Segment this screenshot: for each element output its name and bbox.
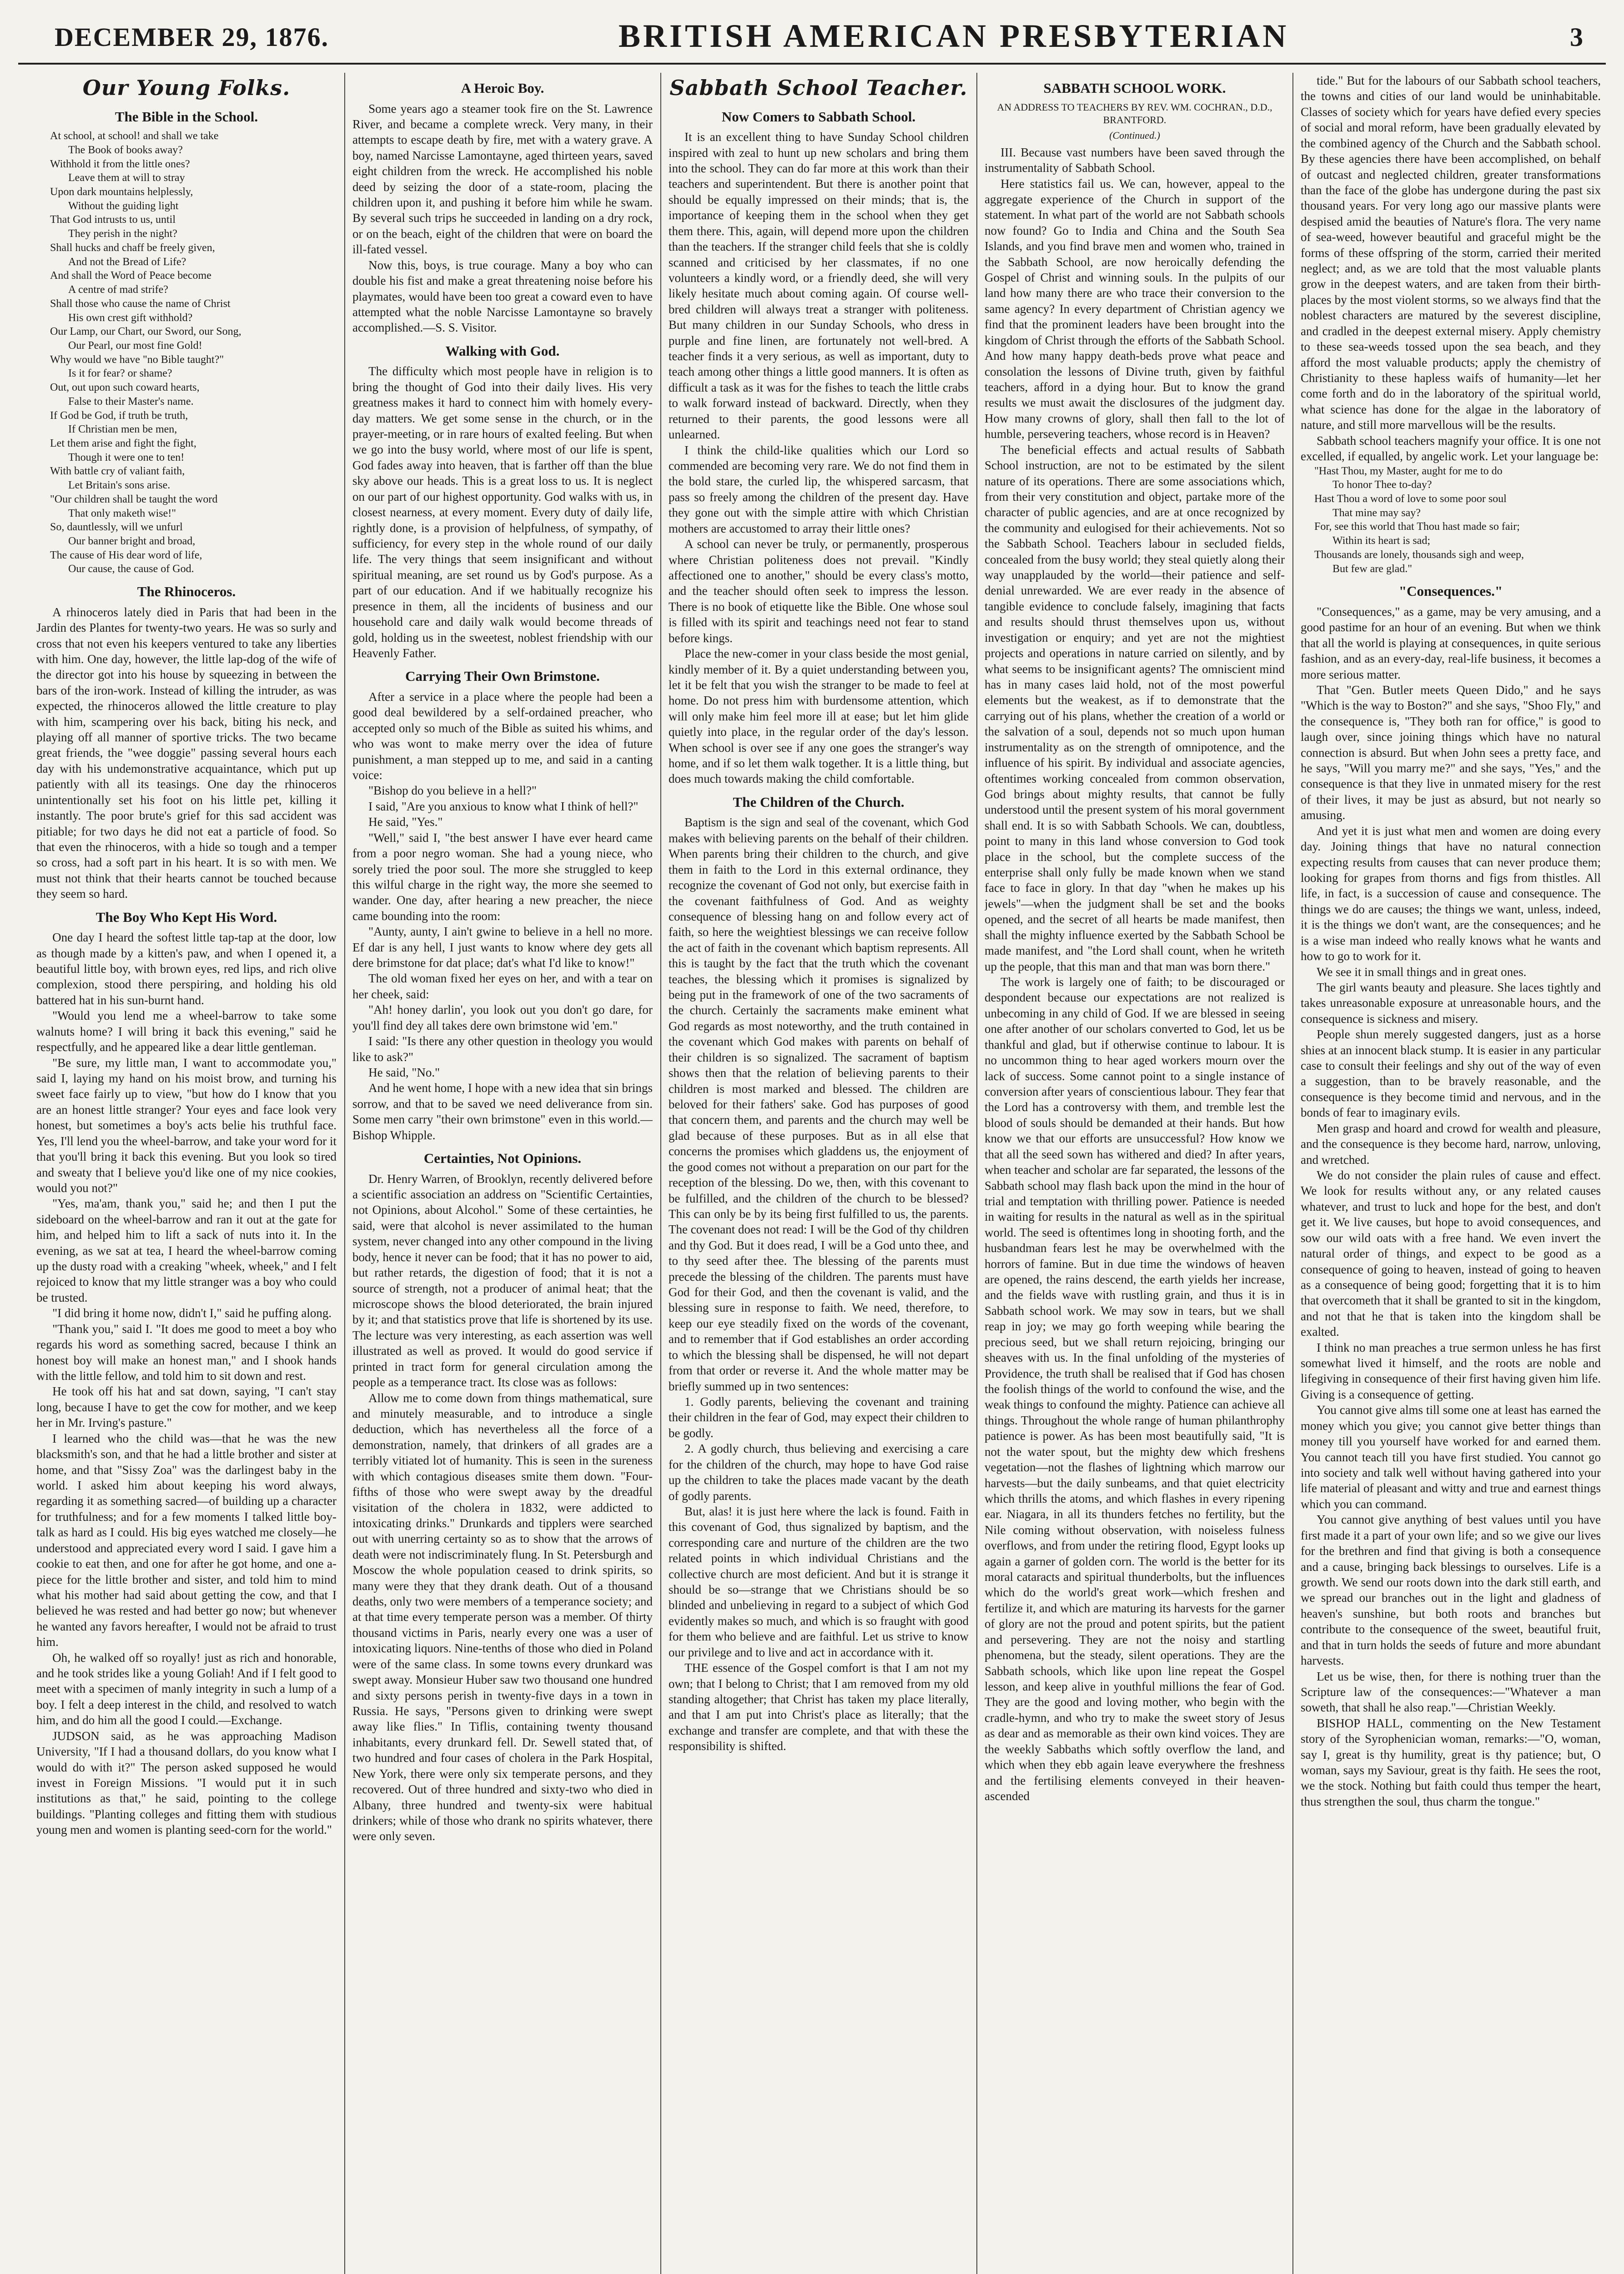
poem-line: If Christian men be men,	[68, 423, 177, 436]
poem-line: To honor Thee to-day?	[1332, 479, 1432, 491]
poem-line: Thousands are lonely, thousands sigh and weep,	[1314, 548, 1524, 561]
paragraph: He said, "Yes."	[368, 815, 443, 829]
paragraph: "Bishop do you believe in a hell?"	[368, 784, 537, 798]
poem-line: False to their Master's name.	[68, 395, 194, 408]
article-title: The Bible in the School.	[115, 108, 258, 125]
article-body	[352, 101, 653, 336]
article-body	[669, 129, 969, 787]
article-title: Now Comers to Sabbath School.	[721, 108, 916, 125]
paragraph: Sabbath school teachers magnify your office. It is one not excelled, if equalled, by angelic work. Let your language be:	[1301, 433, 1601, 463]
paragraph: I said: "Is there any other question in theology you would like to ask?"	[352, 1034, 653, 1064]
article-title: The Children of the Church.	[733, 794, 905, 810]
paragraph: We do not consider the plain rules of cause and effect. We look for results without any, or any related causes whatever, and trust to luck and hope for the best, and don't get it. We live causes, but hope to avoid consequences, and sow our wild oats with a free hand. We even invert the natural order of things, and expect to be good as a consequence of going to heaven, instead of going to heaven as a consequence of being good; forgetting that it is to him that overcometh that it shall be granted to sit in the kingdom, and not that he that is taken into the kingdom shall be exalted.	[1301, 1168, 1601, 1339]
paragraph: Some years ago a steamer took fire on the St. Lawrence River, and became a complete wreck. Very many, in their attempts to escape death by fire, met with a watery grave. A boy, named Narcisse Lamontayne, aged thirteen years, saved eight children from the wreck. He accomplished his noble deed by seizing the door of a state-room, placing the children upon it, and pushing it before him while he swam. By several such trips he succeeded in landing on a dry rock, or on the beach, eight of the children that were on board the ill-fated vessel.	[352, 101, 653, 257]
poem-line: Withhold it from the little ones?	[50, 158, 190, 170]
paragraph: You cannot give anything of best values until you have first made it a part of your own life; and so we give our lives for the brethren and find that giving is both a consequence and a cause, bringing back blessings to ourselves. Life is a growth. We send our roots down into the dark still earth, and we spread our branches out in the light and gladness of heaven's sunshine, but both roots and branches but contribute to the consequence of the sweet, beautiful fruit, and that in turn holds the seeds of future and more abundant harvests.	[1301, 1513, 1601, 1668]
paragraph: 1. Godly parents, believing the covenant and training their children in the fear of God, may expect their children to be godly.	[669, 1395, 969, 1440]
poem-line: The Book of books away?	[68, 144, 183, 156]
poem-line: "Our children shall be taught the word	[50, 493, 218, 505]
poem-line: Shall hucks and chaff be freely given,	[50, 241, 215, 254]
paragraph: A school can never be truly, or permanently, prosperous where Christian politeness does not prevail. "Kindly affectioned one to another," should be every class's motto, and the teacher should often seek to impress the lesson. There is no book of etiquette like the Bible. One whose soul is filled with its spirit and teachings need not fear to stand before kings.	[669, 537, 969, 645]
article-body	[36, 604, 337, 902]
continued-note: (Continued.)	[1109, 129, 1160, 141]
page-number: 3	[1570, 22, 1583, 52]
paragraph: But, alas! it is just here where the lack is found. Faith in this covenant of God, thus signalized by baptism, and the corresponding care and nurture of the children are the two related points in which individual Christians and the collective church are most deficient. And but it is strange it should be so—strange that we Christians should be so blinded and unbelieving in regard to a subject of which God evidently makes so much, and which is so fraught with good for them who believe and are faithful. Let us strive to know our privilege and to live and act in accordance with it.	[669, 1504, 969, 1659]
masthead	[18, 8, 1606, 65]
paragraph: And yet it is just what men and women are doing every day. Joining things that have no natural connection expecting results from causes that can never produce them; looking for grapes from thorns and figs from thistles. All life, in fact, is a succession of cause and consequence. The things we do are causes; the things we want, unless, indeed, it is the things we don't want, are the consequences; and he is a wise man indeed who really knows what he wants and how to go to work for it.	[1301, 824, 1601, 963]
paragraph: I think no man preaches a true sermon unless he has first somewhat lived it himself, and the roots are noble and lifegiving in consequence of their first having given him life. Giving is a consequence of getting.	[1301, 1340, 1601, 1401]
poem-line: And not the Bread of Life?	[68, 256, 186, 268]
paragraph: THE essence of the Gospel comfort is that I am not my own; that I belong to Christ; that I am removed from my old standing altogether; that Christ has taken my place literally, and that I am put into Christ's place as literally; that the exchange and transfer are complete, and that with these the responsibility is shifted.	[669, 1661, 969, 1753]
poem-line: If God be God, if truth be truth,	[50, 409, 188, 422]
section-heading: Our Young Folks.	[82, 75, 291, 100]
poem-line: Out, out upon such coward hearts,	[50, 382, 200, 394]
paragraph: Dr. Henry Warren, of Brooklyn, recently delivered before a scientific association an address on "Scientific Certainties, not Opinions, about Alcohol." Some of these certainties, he said, were that alcohol is never assimilated to the human system, never changed into any other compound in the living body, hence it never can be food; that it has no power to aid, but rather retards, the digestion of food; that it is not a source of strength, not a producer of animal heat; that the microscope shows the blood deteriorated, the brain injured by it; and that statistics prove that life is shortened by its use. The lecture was very interesting, as each assertion was well illustrated as well as proved. It would do good service if printed in tract form for general circulation among the people as a temperance tract. Its close was as follows:	[352, 1172, 653, 1389]
paragraph: A rhinoceros lately died in Paris that had been in the Jardin des Plantes for twenty-two years. He was so surly and cross that not even his keepers ventured to take any liberties with him. One day, however, the little lap-dog of the wife of the director got into his house by squeezing in between the bars of the iron-work. Instead of killing the intruder, as was expected, the rhinoceros allowed the little creature to play with him, scampering over his back, biting his neck, and playing off all manner of sportive tricks. The two became great friends, the "wee doggie" passing several hours each day with his undemonstrative acquaintance, which put up patiently with all its teasings. One day the rhinoceros unintentionally set his foot on his little pet, killing it instantly. The poor brute's grief for this sad accident was pitiable; for two days he did not eat a particle of food. So that even the rhinoceros, with a hide so tough and a temper so cross, had a soft part in his heart. It is so with men. We must not think that their hearts cannot be touched because they seem so hard.	[36, 605, 337, 901]
paragraph: "Be sure, my little man, I want to accommodate you," said I, laying my hand on his moist brow, and turning his sweet face fairly up to view, "but how do I know that you are an honest little stranger? Your eyes and face look very honest, but sometimes a boy's acts belie his truthful face. Yes, I'll lend you the wheel-barrow, and take your word for it that you'll bring it back this evening. But you look so tired and sweaty that I believe you'd like one of my nice cookies, would you not?"	[36, 1056, 337, 1195]
paragraph: JUDSON said, as he was approaching Madison University, "If I had a thousand dollars, do you know what I would do with it?" The person asked supposed he would invest in Foreign Missions. "I would put it in such institutions as that," he said, pointing to the college buildings. "Planting colleges and fitting them with studious young men and women is planting seed-corn for the world."	[36, 1729, 337, 1837]
poem-line: Our Lamp, our Chart, our Sword, our Song,	[50, 326, 241, 338]
article-title: Certainties, Not Opinions.	[423, 1150, 582, 1167]
poem-line: And shall the Word of Peace become	[50, 270, 211, 282]
article-body	[985, 145, 1285, 1804]
paragraph: tide." But for the labours of our Sabbath school teachers, the towns and cities of our land would be uninhabitable. Classes of society which for years have defied every species of social and moral reform, have been gradually elevated by the combined agency of the Church and the Sabbath school. By these agencies there have been accomplished, on behalf of outcast and neglected children, greater transformations than the face of the globe has undergone during the past six thousand years. For very long ago our massive plants were despised amid the beauties of Nature's flora. The very name of sea-weed, however beautiful and graceful might be the forms of these offspring of the storm, carried their merited neglect; and, as we are told that the most valuable plants grow in the deepest waters, and are taken from their birth-places by the most violent storms, so we always find that the noblest characters are matured by the severest discipline, and cradled in the deepest external misery. Apply chemistry to these sea-weeds tossed upon the sea beach, and they afford the most valuable products; apply the chemistry of Christianity to these hapless waifs of humanity—let her come forth and do in the laboratory of the spiritual world, what science has done for the algae in the laboratory of nature, and still more marvellous will be the results.	[1301, 74, 1601, 432]
paragraph: Men grasp and hoard and crowd for wealth and pleasure, and the consequence is they become hard, narrow, unloving, and wretched.	[1301, 1121, 1601, 1167]
poem-line: Upon dark mountains helplessly,	[50, 186, 193, 198]
article-body	[352, 363, 653, 661]
poem-line: With battle cry of valiant faith,	[50, 465, 185, 478]
poem-line: Our Pearl, our most fine Gold!	[68, 339, 202, 352]
article-title: The Rhinoceros.	[137, 584, 236, 600]
paragraph: "Thank you," said I. "It does me good to meet a boy who regards his word as something sacred, because I think an honest boy will make an honest man," and I shook hands with the little fellow, and told him to sit down and rest.	[36, 1322, 337, 1383]
poem-line: Let Britain's sons arise.	[68, 479, 171, 492]
paragraph: The work is largely one of faith; to be discouraged or despondent because our expectations are not realized is unbecoming in any child of God. If we are blessed in seeing one after another of our scholars converted to God, let us be thankful and glad, but if otherwise continue to labour. It is no uncommon thing to hear aged workers mourn over the lack of success. Some cannot point to a single instance of conversion after years of conscientious labour. They fear that the Lord has a controversy with them, and tremble lest the blood of souls should be demanded at their hands. But how know we that our efforts are unsuccessful? How know we that all the seed sown has withered and died? In after years, when teacher and scholar are far separated, the lessons of the Sabbath school may flash back upon the mind in the hour of trial and temptation with thrilling power. Patience is needed in waiting for results in the natural as well as in the spiritual world. The seed is oftentimes long in shooting forth, and the husbandman fears lest he may be overwhelmed with the horrors of famine. But in due time the windows of heaven are opened, the rains descend, the earth yields her increase, and the fields wave with rustling grain, and thus it is in Sabbath school work. We may sow in tears, but we shall reap in joy; we may go forth weeping while bearing the precious seed, but we shall return rejoicing, bringing our sheaves with us. In the final unfolding of the mysteries of Providence, the truth shall be realised that if God has chosen the foolish things of the world to confound the wise, and the weak things to confound the mighty. Patience can achieve all things. Throughout the whole range of human philanthrophy patience is power. As has been most beautifully said, "It is not the water spout, but the mighty dew which freshens vegetation—not the flashes of lightning which marrow our harvests—but the daily sunbeams, and that quiet electricity which thrills the atoms, and which flashes in every ripening ear. Niagara, in all its thunders fetches no fertility, but the Nile coming without observation, with noiseless fulness overflows, and from under the retiring flood, Egypt looks up again a garner of golden corn. The world is the better for its moral cataracts and spiritual thunderbolts, but the influences which do the world's great work—which freshen and fertilize it, and which are maturing its harvests for the garner of glory are not the proud and potent spirits, but the patient and persevering. They are not the noisy and startling phenomena, but the steady, silent operations. They are the Sabbath schools, which like upon line repeat the Gospel lesson, and keep alive in youthful millions the fear of God. They are the good and loving mother, who begin with the cradle-hymn, and who try to make the sweet story of Jesus as dear and as memorable as their own kind voices. They are the weekly Sabbaths which softly overflow the land, and which when they ebb again leave everywhere the freshness and the fertilising elements conveyed in their heaven-ascended	[985, 975, 1285, 1803]
article-body	[1301, 73, 1601, 464]
poem-line: That mine may say?	[1332, 507, 1421, 519]
article-body	[1301, 604, 1601, 1809]
poem-line: Let them arise and fight the fight,	[50, 437, 196, 449]
poem-line: Without the guiding light	[68, 200, 179, 212]
column-2	[352, 73, 653, 2274]
article-body	[352, 689, 653, 1143]
paragraph: The girl wants beauty and pleasure. She laces tightly and takes unreasonable exposure at unreasonable hours, and the consequence is sickness and misery.	[1301, 980, 1601, 1026]
poem-line: They perish in the night?	[68, 228, 177, 240]
newspaper-title: BRITISH AMERICAN PRESBYTERIAN	[618, 18, 1289, 54]
paragraph: "Aunty, aunty, I ain't gwine to believe in a hell no more. Ef dar is any hell, I just wants to know where dey gets all dere brimstone for dat place; dat's what I'd like to know!"	[352, 925, 653, 970]
poem-line: But few are glad."	[1332, 563, 1413, 575]
article-body	[36, 930, 337, 1837]
paragraph: That "Gen. Butler meets Queen Dido," and he says "Which is the way to Boston?" and she says, "Shoo Fly," and the consequence is, "They both ran for office," is good to laugh over, since joining things which have no natural connection is absurd. But when John sees a pretty face, and he says, "Will you marry me?" and she says, "Yes," and the consequence is that they live in unmated misery for the rest of their lives, it may be just as absurd, but not nearly so amusing.	[1301, 683, 1601, 822]
paragraph: Baptism is the sign and seal of the covenant, which God makes with believing parents on the behalf of their children. When parents bring their children to the church, and give them in faith to the Lord in this external ordinance, they recognize the covenant of God not only, but exercise faith in the covenant faithfulness of God. And as weighty consequence of blessing hang on and follow every act of faith, so here the weightiest blessings we can receive follow the act of faith in the covenant which baptism represents. All this is taught by the fact that the truth which the covenant teaches, the blessing which it promises is signalized by being put in the framework of one of the two sacraments of the church. Certainly the sacraments make eminent what God regards as most noteworthy, and the truth contained in the covenant which God makes with parents on behalf of their children is so signalized. The sacrament of baptism shows then that the relation of believing parents to their children is most marked and blessed. The children are beloved for their fathers' sake. God has purposes of good that concern them, and parents and the church may well be glad because of these purposes. But as in all else that concerns the promises which gladdens us, the enjoyment of the good comes not without a preparation on our part for the reception of the blessing. Do we, then, with this covenant to be fulfilled, and the children of the church to be blessed? This can only be by its being first fulfilled to us, the parents. The covenant does not read: I will be the God of thy children and thy God. But it does read, I will be a God unto thee, and to thy seed after thee. The blessing of the parents must precede the blessing of the children. The parents must have God for their God, and then the covenant is valid, and the blessing sure in response to faith. We need, therefore, to keep our eye steadily fixed on the words of the covenant, and to remember that if God establishes an order according to which the blessing shall be dispensed, he will not depart from that order or reverse it. And the whole matter may be briefly summed up in two sentences:	[669, 815, 969, 1393]
paragraph: Let us be wise, then, for there is nothing truer than the Scripture law of the consequences:—"Whatever a man soweth, that shall he also reap."—Christian Weekly.	[1301, 1669, 1601, 1715]
article-title: Walking with God.	[445, 342, 560, 359]
paragraph: One day I heard the softest little tap-tap at the door, low as though made by a kitten's paw, and when I opened it, a beautiful little boy, with brown eyes, red lips, and rich olive complexion, stood there perspiring, and holding his old battered hat in his sun-burnt hand.	[36, 931, 337, 1007]
column-rule	[660, 73, 661, 2274]
paragraph: After a service in a place where the people had been a good deal bewildered by a self-ordained preacher, who accepted only so much of the Bible as suited his whims, and who was wont to make merry over the idea of future punishment, a man stepped up to me, and said in a canting voice:	[352, 689, 653, 782]
paragraph: It is an excellent thing to have Sunday School children inspired with zeal to hunt up new scholars and bring them into the school. They can do far more at this work than their teachers and superintendent. But there is another point that should be equally impressed on their minds; that is, the importance of keeping them in the school when they get them there. This, again, will depend more upon the children than the teachers. If the stranger child feels that she is coldly scanned and criticised by her classmates, if no one volunteers a kindly word, or a friendly deed, she will very likely hesitate much about coming again. Of course well-bred children will always treat a stranger with politeness. But many children in our Sunday Schools, who dress in purple and fine linen, are fortunately not well-bred. A teacher finds it a very serious, as well as important, duty to teach among other things a little good manners. It is often as difficult a task as it was for the fishes to teach the little crabs to walk forward instead of backward. Directly, when they returned to their parents, the good lessons were all unlearned.	[669, 130, 969, 442]
poem-line: Why would we have "no Bible taught?"	[50, 353, 224, 366]
column-4	[985, 73, 1285, 2274]
paragraph: And he went home, I hope with a new idea that sin brings sorrow, and that to be saved we need deliverance from sin. Some men carry "their own brimstone" even in this world.—Bishop Whipple.	[352, 1081, 653, 1142]
section-heading: Sabbath School Teacher.	[669, 75, 968, 100]
article-title: "Consequences."	[1398, 583, 1503, 599]
paragraph: "I did bring it home now, didn't I," said he puffing along.	[52, 1306, 332, 1320]
poem	[36, 129, 337, 576]
poem-line: Hast Thou a word of love to some poor soul	[1314, 493, 1507, 505]
paragraph: "Yes, ma'am, thank you," said he; and then I put the sideboard on the wheel-barrow and ran it out at the gate for him, and helped him to lift a sack of nuts into it. In the evening, as we sat at tea, I heard the wheel-barrow coming up the dusty road with a creaking "wheek, wheek," and I felt rejoiced to know that my little stranger was a boy who could be trusted.	[36, 1197, 337, 1304]
poem-line: Our banner bright and broad,	[68, 535, 196, 547]
poem-line: His own crest gift withhold?	[68, 312, 193, 324]
paragraph: "Ah! honey darlin', you look out you don't go dare, for you'll find dey all takes dere own brimstone wid 'em."	[352, 1003, 653, 1032]
paragraph: 2. A godly church, thus believing and exercising a care for the children of the church, may hope to have God raise up the children to take the places made vacant by the death of godly parents.	[669, 1442, 969, 1503]
column-1	[36, 73, 337, 2274]
paragraph: Oh, he walked off so royally! just as rich and honorable, and he took strides like a young Goliah! And if I felt good to meet with a specimen of manly integrity in such a lump of a boy. I felt a deep interest in the child, and resolved to watch him, and do him all the good I could.—Exchange.	[36, 1650, 337, 1727]
poem-line: The cause of His dear word of life,	[50, 549, 202, 561]
poem-line: A centre of mad strife?	[68, 284, 168, 296]
paragraph: III. Because vast numbers have been saved through the instrumentality of Sabbath School.	[985, 145, 1285, 175]
paragraph: BISHOP HALL, commenting on the New Testament story of the Syrophenician woman, remarks:—"O, woman, say I, great is thy humility, great is thy patience; but, O woman, says my Saviour, great is thy faith. He sees the root, we the stock. Nothing but faith could thus temper the heart, thus strengthen the soul, thus charm the tongue."	[1301, 1716, 1601, 1808]
poem-line: For, see this world that Thou hast made so fair;	[1314, 521, 1520, 533]
poem-line: Is it for fear? or shame?	[68, 367, 172, 380]
paragraph: I said, "Are you anxious to know what I think of hell?"	[368, 799, 639, 813]
poem-line: Shall those who cause the name of Christ	[50, 297, 231, 310]
paragraph: I think the child-like qualities which our Lord so commended are becoming very rare. We do not find them in the bold stare, the curled lip, the whispered sarcasm, that pass so freely among the children of the present day. Have they gone out with the simple attire with which Christian mothers are accustomed to array their little ones?	[669, 443, 969, 535]
article-body	[669, 815, 969, 1754]
paragraph: Place the new-comer in your class beside the most genial, kindly member of it. By a quiet understanding between you, let it be felt that you wish the stranger to be made to feel at home. Do not press him with burdensome attention, which will only make him feel more ill at ease; but let him glide quietly into place, in the regular order of the day's lesson. When school is over see if any one goes the stranger's way home, and if so let them walk together. It is a little thing, but does much towards making the child comfortable.	[669, 647, 969, 786]
paragraph: Now this, boys, is true courage. Many a boy who can double his fist and make a great threatening noise before his playmates, would have been too great a coward even to have attempted what the noble Narcisse Lamontayne so bravely accomplished.—S. S. Visitor.	[352, 258, 653, 335]
column-rule	[976, 73, 977, 2274]
poem-line: Though it were one to ten!	[68, 451, 185, 463]
paragraph: The old woman fixed her eyes on her, and with a tear on her cheek, said:	[352, 971, 653, 1001]
column-rule	[1292, 73, 1293, 2274]
article-title: A Heroic Boy.	[461, 80, 544, 96]
paragraph: You cannot give alms till some one at least has earned the money which you give; you cannot give better things than money till you yourself have worked for and earned them. You cannot teach till you have first studied. You cannot go into society and talk well without having gathered into your life material of pleasant and witty and true and earnest things which you can command.	[1301, 1403, 1601, 1511]
paragraph: "Well," said I, "the best answer I have ever heard came from a poor negro woman. She had a young niece, who sorely tried the poor soul. The more she struggled to keep this wilful charge in the right way, the more she seemed to wander. One day, after hearing a new preacher, the niece came bounding into the room:	[352, 830, 653, 923]
poem-line: Within its heart is sad;	[1332, 535, 1431, 547]
paragraph: Here statistics fail us. We can, however, appeal to the aggregate experience of the Church in support of the statement. In what part of the world are not Sabbath schools now found? Go to India and China and the South Sea Islands, and you find brave men and women who, trained in the Sabbath School, are now heroically defending the Gospel of Christ and winning souls. In the pulpits of our land how many there are who trace their conversion to the same agency? In every department of Christian agency we find that the prominent leaders have been brought into the kingdom of Christ through the efforts of the Sabbath School. And how many happy death-beds prove what peace and consolation the lessons of Divine truth, given by faithful teachers, afford in a dying hour. But to know the grand results we must await the disclosures of the judgment day. How many crowns of glory, shall then fall to the lot of humble, persevering teachers, whose record is in Heaven?	[985, 176, 1285, 441]
paragraph: Allow me to come down from things mathematical, sure and minutely measurable, and to introduce a single deduction, which has nevertheless all the force of a demonstration, namely, that drinkers of all grades are a terribly vitiated lot of humanity. This is seen in the sureness with which contagious diseases smite them down. "Four-fifths of those who were swept away by the dreadful visitation of the cholera in 1832, were addicted to intoxicating drinks." Drunkards and tipplers were searched out with unerring certainty so as to show that the arrows of death were not indiscriminately flung. In St. Petersburgh and Moscow the whole population ceased to drink spirits, so many were they that they drank death. Out of a thousand deaths, only two were members of a temperance society; and at that time every temperate person was a member. Of thirty thousand victims in Paris, nearly every one was a user of intoxicating liquors. Nine-tenths of those who died in Poland were of the same class. In some towns every drunkard was swept away. Monsieur Huber saw two thousand one hundred and sixty persons perish in twenty-five days in a town in Russia. He says, "Persons given to drinking were swept away like flies." In Tiflis, containing twenty thousand inhabitants, every drunkard fell. Dr. Sewell stated that, of two hundred and four cases of cholera in the Park Hospital, New York, there were only six temperate persons, and they recovered. Out of three hundred and sixty-two who died in Albany, three hundred and twenty-six were habitual drinkers; while of those who drank no spirits whatever, there were only seven.	[352, 1391, 653, 1843]
column-3	[669, 73, 969, 2274]
article-byline: AN ADDRESS TO TEACHERS BY REV. WM. COCHRAN., D.D., BRANTFORD.	[997, 101, 1272, 126]
poem-line: So, dauntlessly, will we unfurl	[50, 521, 183, 533]
column-5	[1301, 73, 1601, 2274]
article-title: The Boy Who Kept His Word.	[96, 909, 277, 925]
column-rule	[344, 73, 345, 2274]
paragraph: The difficulty which most people have in religion is to bring the thought of God into their daily lives. His very greatness makes it hard to connect him with homely every-day matters. We get some sense in the church, or in the prayer-meeting, or in rare hours of exalted feeling. But when we go into the busy world, where most of our life is spent, God fades away into heaven, that is farther off than the blue sky above our heads. This is a great loss to us. It is neglect on our part of our highest opportunity. God walks with us, in closest nearness, at every moment. Every duty of daily life, rightly done, is a provision of helpfulness, of sympathy, of sufficiency, for every step in the whole round of our daily life. The very things that seem insignificant and without spiritual meaning, are set round us by God's purpose. As a part of our education. And if we habitually recognize his presence in them, all the incidents of business and our household care and daily walk would become threads of gold, holding us in the sweetest, noblest friendship with our Heavenly Father.	[352, 364, 653, 660]
paragraph: People shun merely suggested dangers, just as a horse shies at an innocent black stump. It is easier in any particular case to consult their feelings and shy out of the way of even a suggestion, than to be bravely reasonable, and the consequence is they become timid and nervous, and in the bonds of fear to imaginary evils.	[1301, 1027, 1601, 1120]
paragraph: "Consequences," as a game, may be very amusing, and a good pastime for an hour of an evening. But when we think that all the world is playing at consequences, in quite serious fashion, and as an every-day, real-life business, it becomes a more serious matter.	[1301, 604, 1601, 681]
paragraph: We see it in small things and in great ones.	[1317, 965, 1527, 979]
poem-line: That God intrusts to us, until	[50, 214, 176, 226]
article-body	[352, 1171, 653, 1844]
paragraph: The beneficial effects and actual results of Sabbath School instruction, are not to be estimated by the silent nature of its operations. There are some associations which, from their very constitution and object, partake more of the character of public agencies, and are at once recognized by the community and eulogised for their achievements. Not so the Sabbath School. Teachers labour in secluded fields, concealed from the busy world; they steal quietly along their way unapplauded by the world—their patience and self-denial unrewarded. We are ever ready in the absence of tangible evidence to conclude falsely, imagining that facts and results should thrust themselves upon us, without investigation or enquiry; and yet are not the mightiest projects and operations in nature carried on silently, and by what seems to be insignificant agents? The omniscient mind has in many cases laid hold, not of the most powerful elements but the weakest, as if to demonstrate that the carrying out of his plans, whether the creation of a world or the salvation of a soul, depends not so much upon human instrumentality as on the strength of omnipotence, and the influence of his spirit. By individual and associate agencies, oftentimes working concealed from common observation, God brings about mighty results, that cannot be fully understood until the present system of his moral government shall end. It is so with Sabbath Schools. We can, doubtless, point to many in this land whose conversion to God took place in the school, but the complete success of the enterprise shall only fully be made known when we stand face to face in glory. In that day "when he makes up his jewels"—when the judgment shall be set and the books opened, and the secret of all hearts be made manifest, then shall the mighty influence exerted by the Sabbath School be made manifest, and "the Lord shall count, when he writeth up the people, that this man and that man was born there."	[985, 443, 1285, 973]
poem-line: Our cause, the cause of God.	[68, 563, 194, 575]
poem-line: "Hast Thou, my Master, aught for me to do	[1314, 465, 1503, 477]
poem-line: At school, at school! and shall we take	[50, 130, 219, 142]
article-title: SABBATH SCHOOL WORK.	[1043, 80, 1226, 96]
paragraph: "Would you lend me a wheel-barrow to take some walnuts home? I will bring it back this evening," said he respectfully, and he appeared like a dear little gentleman.	[36, 1009, 337, 1054]
paragraph: He said, "No."	[368, 1066, 440, 1080]
paragraph: I learned who the child was—that he was the new blacksmith's son, and that he had a little brother and sister at home, and that "Sissy Zoa" was the darlingest baby in the world. I asked him about keeping his word always, regarding it as something sacred—of building up a character for truthfulness; and for a few moments I talked little boy-talk as hard as I could. His big eyes watched me closely—he understood and appreciated every word I said. I gave him a cookie to eat then, and one for after he got home, and one a-piece for the little brother and sister, and told him to mind what his mother had said about getting the cow, and that I believed he was rested and had better go now; but whenever he wanted any favors hereafter, I would not be afraid to trust him.	[36, 1431, 337, 1649]
issue-date: DECEMBER 29, 1876.	[55, 22, 329, 52]
poem-line: Leave them at will to stray	[68, 172, 185, 184]
poem	[1301, 464, 1601, 576]
paragraph: He took off his hat and sat down, saying, "I can't stay long, because I have to get the cow for mother, and we keep her in Mr. Irving's pasture."	[36, 1384, 337, 1430]
article-title: Carrying Their Own Brimstone.	[405, 668, 600, 684]
poem-line: That only maketh wise!"	[68, 507, 176, 519]
